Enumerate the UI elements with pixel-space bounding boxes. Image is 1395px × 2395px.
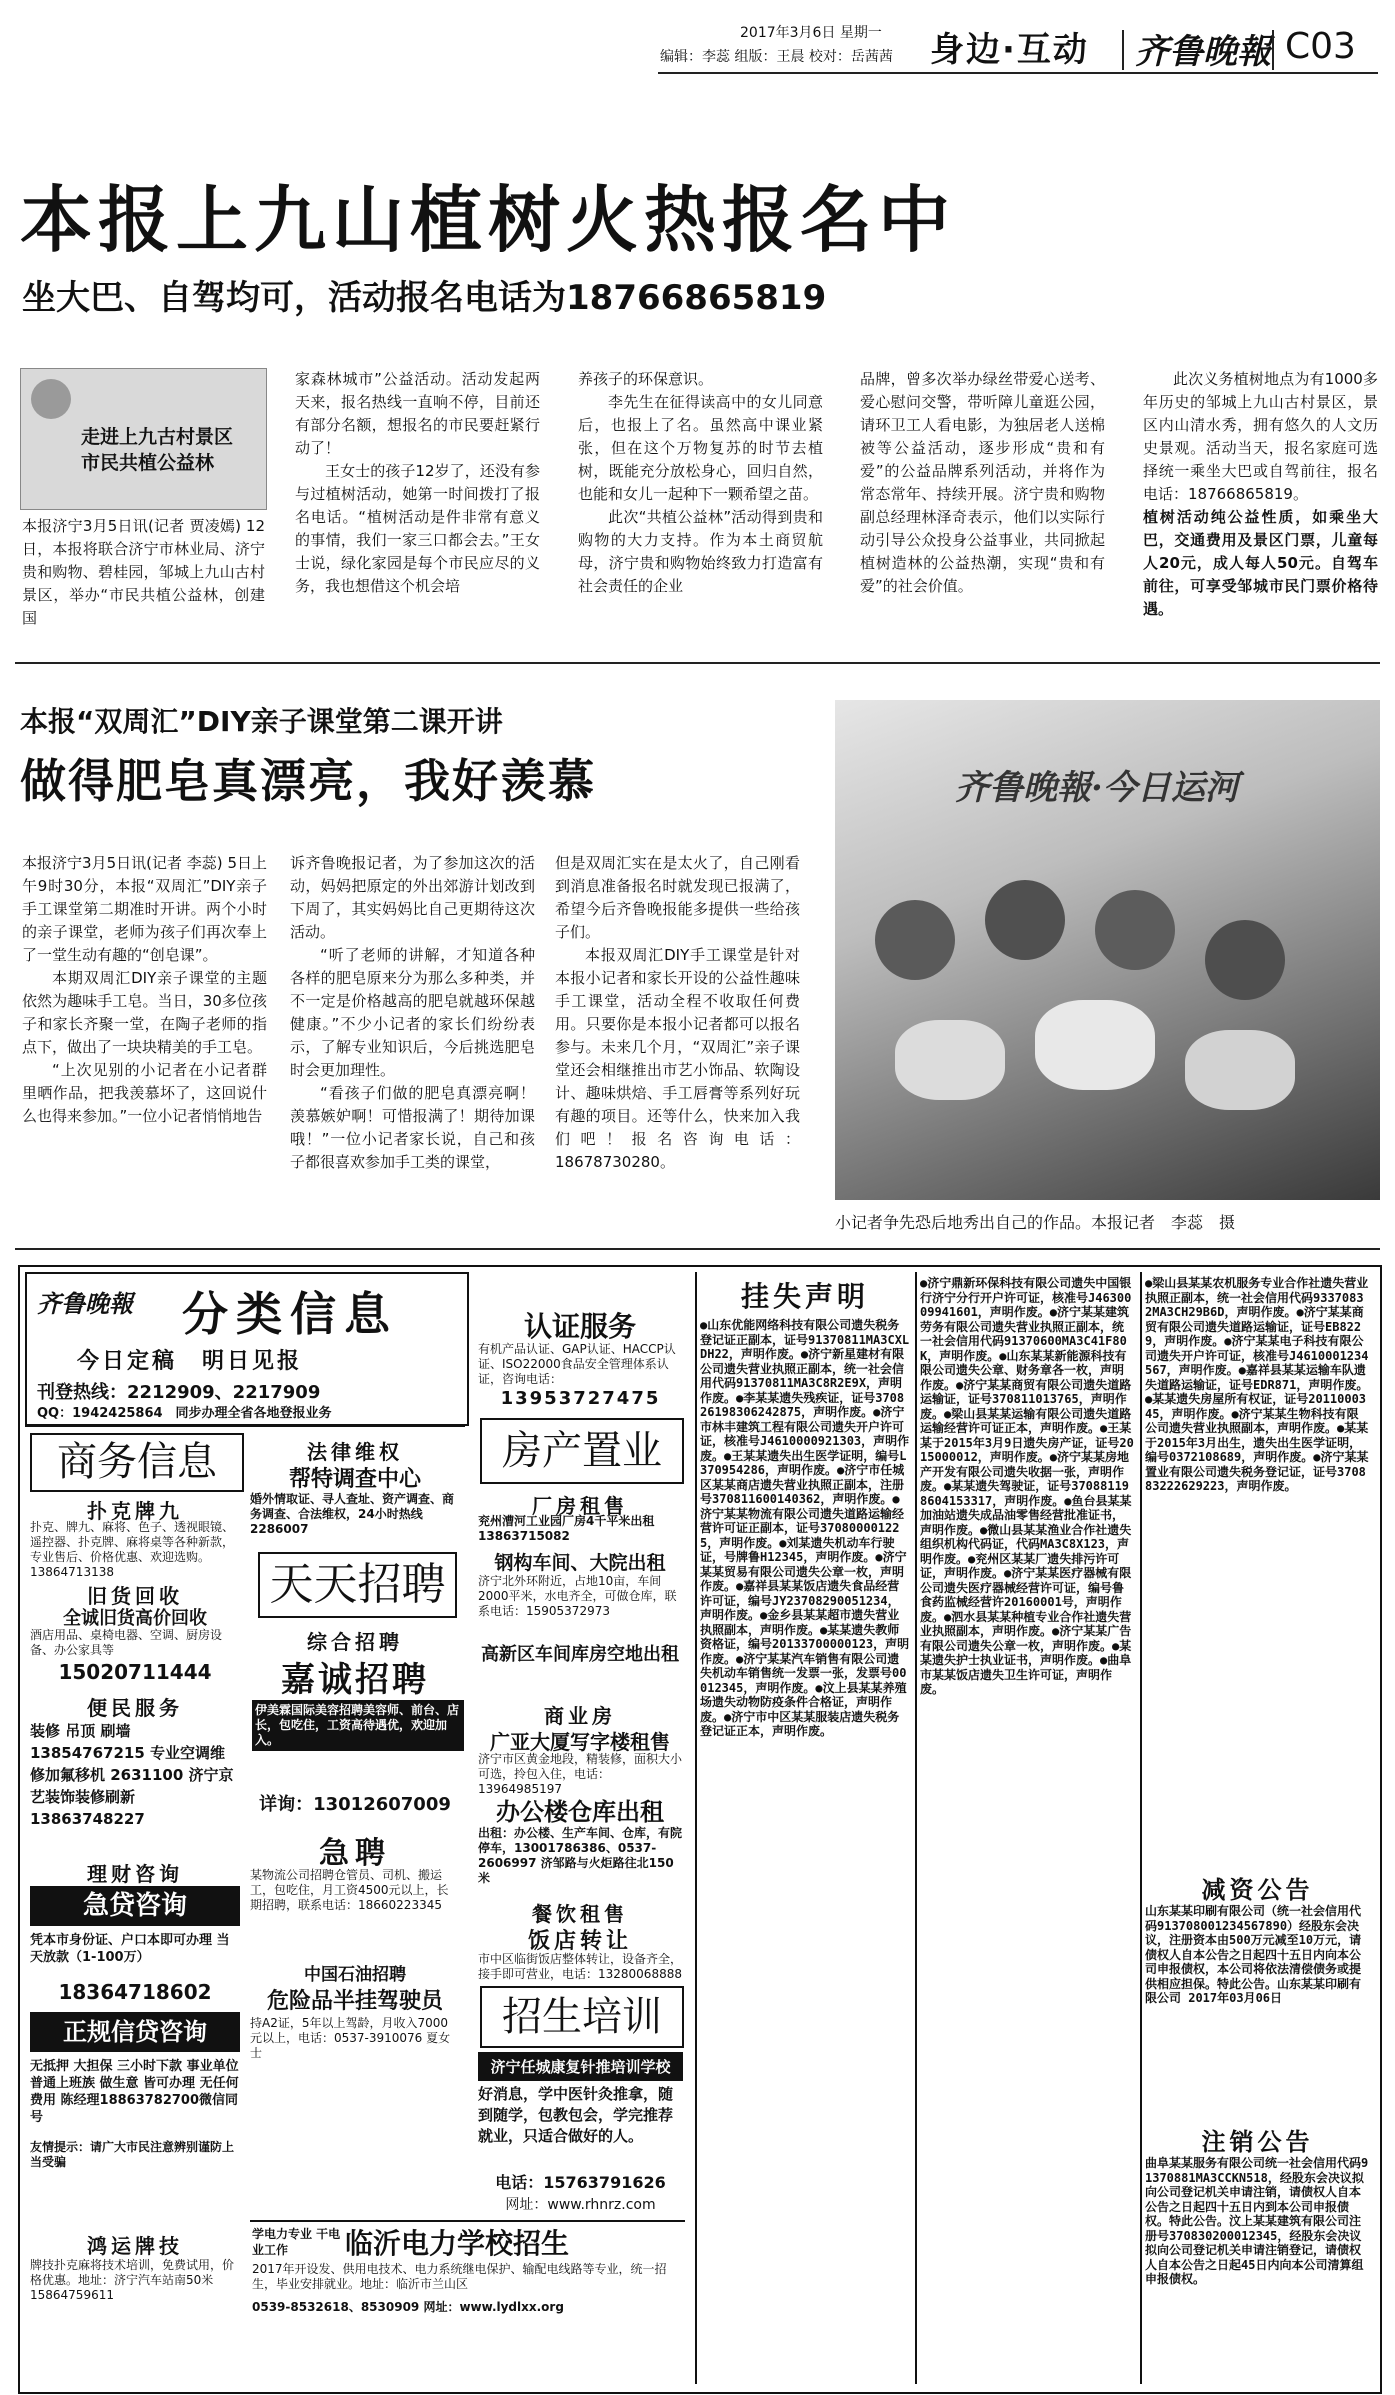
dianli-title: 临沂电力学校招生 [345,2227,570,2260]
weixian-text: 持A2证，5年以上驾龄，月收入7000元以上，电话：0537-3910076 夏女士 [250,2016,451,2060]
renzheng-phone: 13953727475 [500,1388,661,1409]
jipin-text: 某物流公司招聘仓管员、司机、搬运工，包吃住，月工资4500元以上，长期招聘，联系电话：18660223345 [250,1868,449,1912]
guashi-col1: ●山东优能网络科技有限公司遗失税务登记证正副本，证号91370811MA3CXLDH22，声明作废。●济宁新星建材有限公司遗失营业执照正副本，统一社会信用代码91370811MA3C8R2E9X，声明作废。●李某某遗失残疾证，证号370826198306242875，声明作废。●济宁市林丰建筑工程有限公司遗失开户许可证，核准号J4610000921303，声明作废。●王某某遗失出生医学证明，编号L370954286，声明作废。●济宁市任城区某某商店遗失营业执照正副本，注册号370811600140362，声明作废。●济宁某某物流有限公司遗失道路运输经营许可证正副本，证号370800001225，声明作废。●刘某遗失机动车行驶证，号牌鲁H12345，声明作废。●济宁某某贸易有限公司遗失公章一枚，声明作废。●嘉祥县某某饭店遗失食品经营许可证，编号JY23708290051234，声明作废。●金乡县某某超市遗失营业执照副本，声明作废。●某某遗失教师资格证，编号20133700000123，声明作废。●济宁某某汽车销售有限公司遗失机动车销售统一发票一张，发票号00012345，声明作废。●汶上县某某养殖场遗失动物防疫条件合格证，声明作废。●济宁市中区某某服装店遗失税务登记证正本，声明作废。 [700,1318,910,1738]
jiuhuo-heading: 全诚旧货高价回收 [63,1608,207,1629]
jipin-title: 急聘 [319,1836,391,1871]
jiacheng-title: 嘉诚招聘 [281,1660,429,1700]
changfang-title: 厂房租售 [532,1494,628,1518]
jiacheng-text: 伊美霖国际美容招聘美容师、前台、店长，包吃住，工资高待遇优，欢迎加入。 [252,1700,464,1751]
story1-col1: 本报济宁3月5日讯(记者 贾凌嫣) 12日，本报将联合济宁市林业局、济宁贵和购物、碧桂园，邹城上九山古村景区，举办“市民共植公益林，创建国 [22,517,265,627]
newspaper-brand: 齐鲁晚報 [1135,32,1271,72]
bangong-text: 出租：办公楼、生产车间、仓库，有院停车，13001786386、0537-2606997 济邹路与火炬路往北150米 [478,1826,683,1885]
licai-title: 理财咨询 [87,1862,183,1886]
classifieds-title: 分类信息 [182,1287,398,1341]
jidai-phone: 18364718602 [58,1980,212,2004]
dianli-phone: 0539-8532618、8530909 网址：www.lydlxx.org [252,2300,564,2314]
zhongguo-title: 中国石油招聘 [304,1965,406,1985]
renzheng-text: 有机产品认证、GAP认证、HACCP认证、ISO22000食品安全管理体系认证，咨询电话： [478,1342,676,1386]
page-number: C03 [1285,26,1356,67]
zhaosheng-banner: 招生培训 [480,1986,684,2048]
jianzi-title: 减资公告 [1201,1876,1314,1904]
story2-col3: 但是双周汇实在是太火了，自己刚看到消息准备报名时就发现已报满了，希望今后齐鲁晚报能多提供一些给孩子们。 本报双周汇DIY手工课堂是针对本报小记者和家长开设的公益性趣味手工课堂，活动全程不收取任何费用。只要你是本报小记者都可以报名参与。未来几个月，“双周汇”亲子课堂还会相继推出市艺小饰品、软陶设计、趣味烘焙、手工唇膏等系列好玩有趣的项目。还等什么，快来加入我们吧！报名咨询电话：18678730280。 [555,854,800,1171]
story1-col2: 家森林城市”公益活动。活动发起两天来，报名热线一直响不停，目前还有部分名额，想报名的市民要赶紧行动了！ 王女士的孩子12岁了，还没有参与过植树活动，她第一时间拨打了报名电话。“植树活动是件非常有意义的事情，我们一家三口都会去。”王女士说，绿化家园是每个市民应尽的义务，我也想借这个机会培 [295,370,540,595]
falv-title: 法律维权 [307,1440,403,1464]
hongyun-title: 鸿运牌技 [87,2234,183,2258]
tree-icon [31,379,71,419]
jidai-title: 急贷咨询 [30,1886,240,1926]
canyin-title: 餐饮租售 [532,1902,628,1926]
story1-headline: 本报上九山植树火热报名中 [20,178,957,262]
dianli-small: 学电力专业 干电业工作 [252,2227,341,2257]
classifieds-hotline: 刊登热线：2212909、2217909 [37,1382,321,1403]
tiantian-banner: 天天招聘 [258,1552,457,1618]
shangye-title: 商业房 [544,1704,616,1728]
classifieds-masthead [25,1272,469,1426]
photo-banner-text: 齐鲁晚報·今日运河 [955,768,1239,808]
zhuxiao-title: 注销公告 [1201,2128,1314,2156]
zonghe-title: 综合招聘 [307,1630,403,1654]
section-title: 身边·互动 [930,30,1089,70]
fandian-text: 市中区临街饭店整体转让，设备齐全，接手即可营业，电话：13280068888 [478,1952,683,1981]
jidai-text: 凭本市身份证、户口本即可办理 当天放款（1-100万） [30,1933,230,1965]
jianzi-text: 山东某某印刷有限公司（统一社会信用代码913708001234567890）经股东会决议，注册资本由500万元减至10万元，请债权人自本公告之日起四十五日内向本公司申报债权，本公司将依法清偿债务或提供相应担保。特此公告。山东某某印刷有限公司 2017年03月06日 [1145,1904,1362,2005]
puke-text: 扑克、牌九、麻将、色子、透视眼镜、遥控器、扑克牌、麻将桌等各种新款，专业售后、价格优惠、欢迎选购。13864713138 [30,1520,235,1579]
weixian-title: 危险品半挂驾驶员 [266,1989,443,2014]
dianli-text: 2017年开设发、供用电技术、电力系统继电保护、输配电线路等专业，统一招生，毕业安排就业。地址：临沂市兰山区 [252,2262,667,2291]
jiacheng-phone: 详询：13012607009 [259,1794,451,1815]
story2-kicker: 本报“双周汇”DIY亲子课堂第二课开讲 [20,705,503,738]
guashi-col2: ●济宁鼎新环保科技有限公司遗失中国银行济宁分行开户许可证，核准号J4630009941601，声明作废。●济宁某某建筑劳务有限公司遗失营业执照正副本，统一社会信用代码91370600MA3C41F80K，声明作废。●山东某某新能源科技有限公司遗失公章、财务章各一枚，声明作废。●济宁某某商贸有限公司遗失道路运输证，证号370811013765，声明作废。●梁山县某某运输有限公司遗失道路运输经营许可证正本，声明作废。●王某某于2015年3月9日遗失房产证，证号2015000012，声明作废。●济宁某某房地产开发有限公司遗失收据一张，声明作废。●某某遗失驾驶证，证号370881198604153317，声明作废。●鱼台县某某加油站遗失成品油零售经营批准证书，声明作废。●微山县某某渔业合作社遗失组织机构代码证，代码MA3C8X123，声明作废。●兖州区某某厂遗失排污许可证，声明作废。●济宁某某医疗器械有限公司遗失医疗器械经营许可证，编号鲁食药监械经营许20160001号，声明作废。●泗水县某某种植专业合作社遗失营业执照副本，声明作废。●济宁某某广告有限公司遗失公章一枚，声明作废。●某某遗失护士执业证书，声明作废。●曲阜市某某饭店遗失卫生许可证，声明作废。 [920,1276,1134,1696]
story1-subhead: 坐大巴、自驾均可，活动报名电话为18766865819 [22,278,827,318]
zhenggui-title: 正规信贷咨询 [30,2012,240,2052]
bianmin-text: 装修 吊顶 刷墙 13854767215 专业空调维修加氟移机 2631100 济宁京艺装饰装修刷新 13863748227 [30,1722,234,1828]
jiuhuo-phone: 15020711444 [58,1660,212,1684]
school-web: 网址：www.rhnrz.com [505,2197,656,2213]
story1-col4: 品牌，曾多次举办绿丝带爱心送考、爱心慰问交警，带听障儿童逛公园，请环卫工人看电影，为独居老人送棉被等公益活动，逐步形成“贵和有爱”的公益品牌系列活动，并将作为常态常年、持续开展。济宁贵和购物副总经理林泽奇表示，他们以实际行动引导公众投身公益事业，共同掀起植树造林的公益热潮，实现“贵和有爱”的社会价值。 [860,370,1105,595]
classifieds-slogan: 今日定稿 明日见报 [77,1349,303,1374]
business-banner: 商务信息 [30,1433,244,1492]
bangong-title: 办公楼仓库出租 [496,1798,664,1826]
zhenggui-text: 无抵押 大担保 三小时下款 事业单位 普通上班族 做生意 皆可办理 无任何费用 陈经理18863782700微信同号 [30,2059,239,2125]
story1-col5: 此次义务植树地点为有1000多年历史的邹城上九山古村景区，景区内山清水秀，拥有悠久的人文历史景观。活动当天，报名家庭可选择统一乘坐大巴或自驾前往，报名电话：18766865819。 植树活动纯公益性质，如乘坐大巴，交通费用及景区门票，儿童每人20元，成人每人50元。自驾车前往，可享受邹城市民门票价格待遇。 [1143,370,1378,618]
issue-date: 2017年3月6日 星期一 [740,25,882,41]
classifieds-qq: QQ：1942425864 同步办理全省各地登报业务 [37,1406,332,1421]
story1-col3: 养孩子的环保意识。 李先生在征得读高中的女儿同意后，也报上了名。虽然高中课业紧张，但在这个万物复苏的时节去植树，既能充分放松身心，回归自然，也能和女儿一起种下一颗希望之苗。 此次“共植公益林”活动得到贵和购物的大力支持。作为本土商贸航母，济宁贵和购物始终致力打造富有社会责任的企业 [578,370,823,595]
puke-title: 扑克牌九 [87,1499,183,1523]
jiuhuo-title: 旧货回收 [87,1584,183,1608]
youqing-text: 友情提示：请广大市民注意辨别谨防上当受骗 [30,2140,235,2169]
story2-col1: 本报济宁3月5日讯(记者 李蕊) 5日上午9时30分，本报“双周汇”DIY亲子手工课堂第二期准时开讲。两个小时的亲子课堂，老师为孩子们再次奉上了一堂生动有趣的“创皂课”。 本期双周汇DIY亲子课堂的主题依然为趣味手工皂。当日，30多位孩子和家长齐聚一堂，在陶子老师的指点下，做出了一块块精美的手工皂。 “上次见别的小记者在小记者群里晒作品，把我羡慕坏了，这回说什么也得来参加。”一位小记者悄悄地告 [22,854,267,1125]
fandian-title: 饭店转让 [527,1929,632,1954]
story2-col2: 诉齐鲁晚报记者，为了参加这次的活动，妈妈把原定的外出郊游计划改到下周了，其实妈妈比自己更期待这次活动。 “听了老师的讲解，才知道各种各样的肥皂原来分为那么多种类，并不一定是价格越高的肥皂就越环保越健康。”不少小记者的家长们纷纷表示，了解专业知识后，今后挑选肥皂时会更加理性。 “看孩子们做的肥皂真漂亮啊！羡慕嫉妒啊！可惜报满了！期待加课哦！”一位小记者家长说，自己和孩子都很喜欢参加手工类的课堂， [290,854,535,1171]
guangxia-title: 广亚大厦写字楼租售 [490,1730,670,1754]
fangchan-banner: 房产置业 [480,1418,684,1484]
school-text: 好消息，学中医针灸推拿，随到随学，包教包会，学完推荐就业，只适合做好的人。 [478,2085,674,2145]
story2-photo [835,700,1380,1200]
school-phone: 电话：15763791626 [495,2173,666,2192]
guangxia-text: 济宁市区黄金地段，精装修，面积大小可选，拎包入住，电话：13964985197 [478,1752,683,1796]
gangjie-title: 钢构车间、大院出租 [494,1552,666,1574]
renzheng-title: 认证服务 [523,1310,636,1343]
editor-credits: 编辑：李蕊 组版：王晨 校对：岳茜茜 [660,49,893,65]
classifieds-brand: 齐鲁晚報 [37,1289,133,1318]
photo-caption: 小记者争先恐后地秀出自己的作品。本报记者 李蕊 摄 [835,1213,1236,1232]
school-title: 济宁任城康复针推培训学校 [478,2052,683,2081]
story2-headline: 做得肥皂真漂亮，我好羡慕 [20,754,596,808]
changfang-text: 兖州漕河工业园厂房4千平米出租 13863715082 [478,1514,655,1543]
story1-logo-box [20,368,267,510]
guashi-col3: ●梁山县某某农机服务专业合作社遗失营业执照正副本，统一社会信用代码93370832MA3CH29B6D，声明作废。●济宁某某商贸有限公司遗失道路运输证，证号EB8229，声明作废。●济宁某某电子科技有限公司遗失开户许可证，核准号J4610001234567，声明作废。●嘉祥县某某运输车队遗失道路运输证，证号EDR871，声明作废。●某某遗失房屋所有权证，证号2011000345，声明作废。●济宁某某生物科技有限公司遗失营业执照副本，声明作废。●某某于2015年3月出生，遗失出生医学证明，编号0372108689，声明作废。●济宁某某置业有限公司遗失税务登记证，证号370883222629223，声明作废。 [1145,1276,1369,1493]
gangjie-text: 济宁北外环附近，占地10亩，车间2000平米，水电齐全，可做仓库，联系电话：15905372973 [478,1574,677,1618]
story1-logo-text: 走进上九古村景区 市民共植公益林 [81,426,234,474]
bangte-text: 婚外情取证、寻人查址、资产调查、商务调查、合法维权，24小时热线2286007 [250,1492,455,1536]
guashi-title: 挂失声明 [740,1280,869,1313]
xin-title: 高新区车间库房空地出租 [481,1644,679,1665]
bangte-title: 帮特调查中心 [288,1467,421,1492]
bianmin-title: 便民服务 [87,1696,183,1720]
jiuhuo-text: 酒店用品、桌椅电器、空调、厨房设备、办公家具等 [30,1628,223,1657]
hongyun-text: 牌技扑克麻将技术培训，免费试用，价格优惠。地址：济宁汽车站南50米 15864759611 [30,2258,235,2302]
zhuxiao-text: 曲阜某某服务有限公司统一社会信用代码91370881MA3CCKN518，经股东会决议拟向公司登记机关申请注销，请债权人自本公告之日起四十五日内到本公司申报债权。特此公告。汶上某某建筑有限公司注册号370830200012345，经股东会决议拟向公司登记机关申请注销登记，请债权人自本公告之日起45日内向本公司清算组申报债权。 [1145,2156,1369,2286]
